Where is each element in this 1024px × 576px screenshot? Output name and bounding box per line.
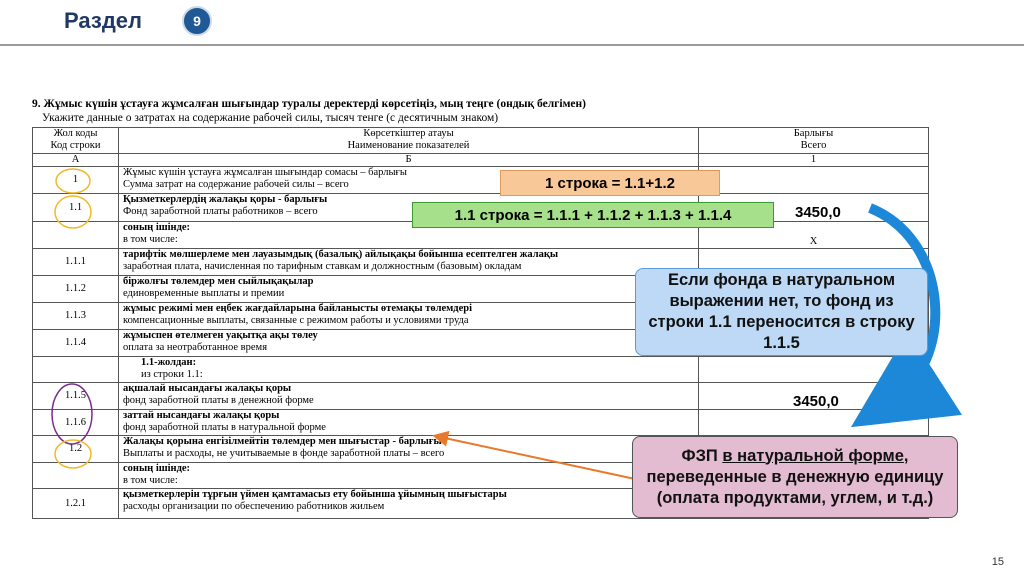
table-row: соның ішінде: в том числе: — [33, 463, 929, 489]
highlight-circle-row-1-1 — [55, 196, 91, 228]
value-row-1-1: 3450,0 — [795, 204, 841, 221]
letter-one: 1 — [699, 154, 929, 167]
table-row: 1.1 Қызметкерлердің жалақы қоры - барлығы Фонд заработной платы работников – всего — [33, 194, 929, 222]
section-number-badge: 9 — [182, 6, 212, 36]
note-prefix: ФЗП — [681, 446, 723, 465]
table-row: 1 Жұмыс күшін ұстауға жұмсалған шығындар сомасы – барлығы Сумма затрат на содержание рабочей силы – всего — [33, 167, 929, 194]
section-title: Раздел — [64, 8, 142, 33]
transfer-note-callout: Если фонда в натуральном выражении нет, то фонд из строки 1.1 переносится в строку 1.1.5 — [635, 268, 928, 356]
header-total-cell: Барлығы Всего — [699, 128, 929, 154]
formula-row-1-callout: 1 строка = 1.1+1.2 — [500, 170, 720, 196]
document-subtitle: Укажите данные о затратах на содержание рабочей силы, тысяч тенге (с десятичным знаком) — [42, 112, 499, 124]
header-code-cell: Жол коды Код строки — [33, 128, 119, 154]
page-number: 15 — [991, 556, 1004, 568]
table-row: 1.1.6 заттай нысандағы жалақы қоры фонд заработной платы в натуральной форме — [33, 410, 929, 436]
letter-b: Б — [119, 154, 699, 167]
natural-form-note-callout — [632, 436, 958, 518]
note-suffix: , переведенные в денежную единицу (оплата продуктами, углем, и т.д.) — [646, 446, 944, 507]
document-title: 9. Жұмыс күшін ұстауға жұмсалған шығындар туралы деректерді көрсетіңіз, мың теңге (ондық белгімен) — [32, 98, 586, 110]
table-row: соның ішінде: в том числе: Х — [33, 222, 929, 249]
table-row: 1.1.2 біржолғы төлемдер мен сыйлықақылар единовременные выплаты и премии — [33, 276, 929, 303]
table-row: 1.1.3 жұмыс режимі мен еңбек жағдайларына байланысты өтемақы төлемдері компенсационные выплаты, связанные с режимом работы и условиями труда — [33, 303, 929, 330]
table-row: 1.1.4 жұмыспен өтелмеген уақытқа ақы төлеу оплата за неотработанное время — [33, 330, 929, 357]
table-row: 1.1.5 ақшалай нысандағы жалақы қоры фонд заработной платы в денежной форме — [33, 383, 929, 410]
highlight-circle-row-1 — [56, 169, 90, 193]
header-name-cell: Көрсеткіштер атауы Наименование показателей — [119, 128, 699, 154]
table-row: 1.2.1 қызметкерлерін тұрғын үймен қамтамасыз ету бойынша ұйымның шығыстары расходы организации по обеспечению работников жильем — [33, 489, 929, 519]
pointer-arrow — [440, 437, 635, 479]
note-underlined: в натуральной форме — [722, 446, 904, 465]
highlight-circle-rows-1-1-5-6 — [52, 384, 92, 444]
value-row-1-1-5: 3450,0 — [793, 393, 839, 410]
table-row: 1.1-жолдан: из строки 1.1: — [33, 357, 929, 383]
table-row: 1.2 Жалақы қорына енгізілмейтін төлемдер мен шығыстар - барлығы Выплаты и расходы, не учитываемые в фонде заработной платы – всего — [33, 436, 929, 463]
formula-row-1-1-callout: 1.1 строка = 1.1.1 + 1.1.2 + 1.1.3 + 1.1.4 — [412, 202, 774, 228]
table-row: 1.1.1 тарифтік мөлшерлеме мен лауазымдық (базалық) айлықақы бойынша есептелген жалақы заработная плата, начисленная по тарифным ставкам и должностным (базовым) окладам — [33, 249, 929, 276]
letter-a: А — [33, 154, 119, 167]
